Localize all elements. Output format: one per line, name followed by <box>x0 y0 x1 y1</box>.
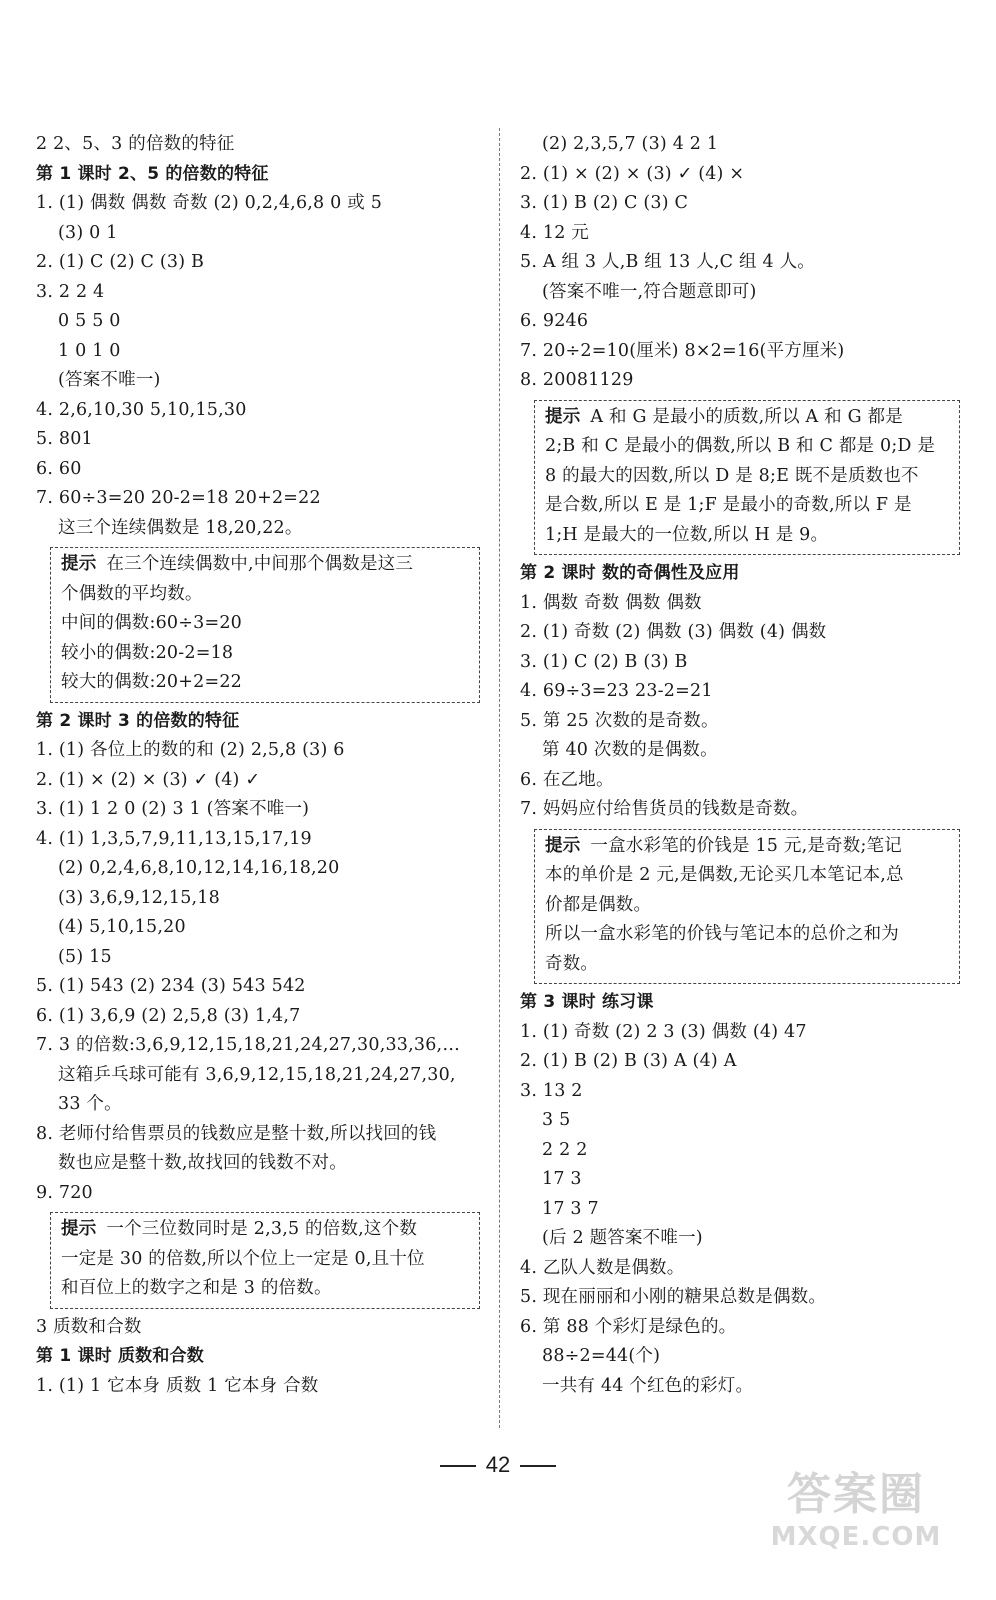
hint-text: 一盒水彩笔的价钱是 15 元,是奇数;笔记 <box>590 835 902 856</box>
answer-line: 2. (1) 奇数 (2) 偶数 (3) 偶数 (4) 偶数 <box>520 622 827 642</box>
hint-text: 所以一盒水彩笔的价钱与笔记本的总价之和为 <box>545 924 899 944</box>
answer-line: 5. (1) 543 (2) 234 (3) 543 542 <box>36 976 306 996</box>
right-column <box>520 130 960 1401</box>
answer-line: 7. 60÷3=20 20-2=18 20+2=22 <box>36 488 321 508</box>
hint-line <box>61 1245 469 1275</box>
hint-box <box>50 1212 480 1309</box>
hint-text: A 和 G 是最小的质数,所以 A 和 G 都是 <box>590 406 903 427</box>
answer-line-continued: 17 3 <box>542 1169 582 1189</box>
answer-line: 1. (1) 偶数 偶数 奇数 (2) 0,2,4,6,8 0 或 5 <box>36 193 383 213</box>
answer-line-continued: (2) 2,3,5,7 (3) 4 2 1 <box>542 134 719 154</box>
section-heading: 3 质数和合数 <box>36 1316 142 1337</box>
answer-line-continued: 这三个连续偶数是 18,20,22。 <box>58 517 303 538</box>
watermark-top: 答案圈 <box>787 1469 925 1520</box>
answer-line: 2. (1) B (2) B (3) A (4) A <box>520 1051 737 1071</box>
answer-line: 6. 9246 <box>520 311 589 331</box>
hint-box <box>534 829 960 985</box>
left-column <box>36 130 480 1401</box>
answer-line-continued: (4) 5,10,15,20 <box>58 917 186 937</box>
hint-text: 本的单价是 2 元,是偶数,无论买几本笔记本,总 <box>545 865 904 885</box>
answer-line: 6. (1) 3,6,9 (2) 2,5,8 (3) 1,4,7 <box>36 1005 301 1026</box>
answer-line: 7. 20÷2=10(厘米) 8×2=16(平方厘米) <box>520 340 845 361</box>
answer-line: 1. (1) 1 它本身 质数 1 它本身 合数 <box>36 1375 319 1396</box>
answer-line: 5. 第 25 次数的是奇数。 <box>520 710 719 731</box>
answer-line-continued: 0 5 5 0 <box>58 311 121 331</box>
hint-label: 提示 <box>61 1219 97 1239</box>
answer-line-continued: 第 40 次数的是偶数。 <box>542 740 718 760</box>
answer-line: 5. 801 <box>36 429 93 449</box>
answer-line: 3. 13 2 <box>520 1080 583 1101</box>
hint-line <box>61 580 469 610</box>
hint-text: 个偶数的平均数。 <box>61 583 203 604</box>
hint-line <box>545 950 949 980</box>
hint-line <box>545 861 949 891</box>
answer-line: 5. 现在丽丽和小刚的糖果总数是偶数。 <box>520 1287 827 1307</box>
hint-line <box>61 1274 469 1304</box>
answer-line: 6. 60 <box>36 458 82 479</box>
answer-line-continued: 17 3 7 <box>542 1198 599 1219</box>
hint-label: 提示 <box>545 406 581 427</box>
answer-line: 4. 2,6,10,30 5,10,15,30 <box>36 399 247 420</box>
answer-line: 1. (1) 各位上的数的和 (2) 2,5,8 (3) 6 <box>36 740 345 760</box>
answer-line-continued: 一共有 44 个红色的彩灯。 <box>542 1375 754 1396</box>
hint-text: 奇数。 <box>545 953 599 974</box>
answer-line: 6. 第 88 个彩灯是绿色的。 <box>520 1316 737 1337</box>
answer-line: 3. (1) 1 2 0 (2) 3 1 (答案不唯一) <box>36 799 310 819</box>
hint-line <box>545 832 949 862</box>
answer-line-continued: (答案不唯一) <box>58 370 161 390</box>
answer-line: 5. A 组 3 人,B 组 13 人,C 组 4 人。 <box>520 252 815 272</box>
answer-line-continued: 3 5 <box>542 1110 571 1130</box>
hint-box <box>50 547 480 703</box>
hint-label: 提示 <box>61 554 97 574</box>
hint-text: 较小的偶数:20-2=18 <box>61 642 234 663</box>
lesson-heading: 第 2 课时 3 的倍数的特征 <box>36 710 240 731</box>
hint-line <box>545 891 949 921</box>
column-divider <box>499 128 500 1428</box>
hint-line <box>545 491 949 521</box>
hint-text: 是合数,所以 E 是 1;F 是最小的奇数,所以 F 是 <box>545 495 912 515</box>
hint-line <box>545 521 949 551</box>
lesson-heading: 第 1 课时 2、5 的倍数的特征 <box>36 163 269 184</box>
answer-line: 8. 20081129 <box>520 370 634 390</box>
answer-line: 2. (1) C (2) C (3) B <box>36 252 205 272</box>
lesson-heading: 第 2 课时 数的奇偶性及应用 <box>520 563 740 583</box>
lesson-heading: 第 1 课时 质数和合数 <box>36 1346 204 1366</box>
answer-line-continued: 1 0 1 0 <box>58 340 121 361</box>
answer-line-continued: 2 2 2 <box>542 1139 588 1160</box>
answer-line-continued: (2) 0,2,4,6,8,10,12,14,16,18,20 <box>58 858 340 878</box>
hint-text: 1;H 是最大的一位数,所以 H 是 9。 <box>545 524 829 545</box>
answer-line: 2. (1) × (2) × (3) ✓ (4) ✓ <box>36 769 261 790</box>
hint-text: 价都是偶数。 <box>545 894 652 915</box>
answer-line: 4. 69÷3=23 23-2=21 <box>520 681 713 701</box>
hint-line <box>61 609 469 639</box>
answer-line-continued: (答案不唯一,符合题意即可) <box>542 281 757 302</box>
hint-text: 8 的最大的因数,所以 D 是 8;E 既不是质数也不 <box>545 465 919 486</box>
hint-label: 提示 <box>545 835 581 856</box>
answer-line: 4. 12 元 <box>520 222 589 243</box>
watermark-bottom: MXQE.COM <box>770 1522 942 1552</box>
page-number-text: 42 <box>485 1452 511 1477</box>
hint-text: 和百位上的数字之和是 3 的倍数。 <box>61 1278 332 1298</box>
hint-text: 较大的偶数:20+2=22 <box>61 672 242 692</box>
hint-line <box>61 639 469 669</box>
hint-box <box>534 400 960 556</box>
answer-line: 7. 3 的倍数:3,6,9,12,15,18,21,24,27,30,33,36,… <box>36 1035 461 1055</box>
answer-line: 1. 偶数 奇数 偶数 偶数 <box>520 592 702 613</box>
answer-line: 6. 在乙地。 <box>520 769 614 790</box>
answer-line-continued: 数也应是整十数,故找回的钱数不对。 <box>58 1153 347 1173</box>
hint-text: 2;B 和 C 是最小的偶数,所以 B 和 C 都是 0;D 是 <box>545 436 936 456</box>
section-heading: 2 2、5、3 的倍数的特征 <box>36 134 235 154</box>
hint-line <box>545 403 949 433</box>
answer-line: 7. 妈妈应付给售货员的钱数是奇数。 <box>520 799 809 819</box>
hint-line <box>545 920 949 950</box>
answer-line: 9. 720 <box>36 1182 93 1203</box>
answer-line: 3. (1) C (2) B (3) B <box>520 651 688 672</box>
answer-line: 2. (1) × (2) × (3) ✓ (4) × <box>520 163 745 184</box>
answer-line-continued: 这箱乒乓球可能有 3,6,9,12,15,18,21,24,27,30, <box>58 1064 456 1085</box>
hint-line <box>61 668 469 698</box>
hint-line <box>61 1215 469 1245</box>
watermark-logo <box>756 1458 956 1578</box>
hint-line <box>545 432 949 462</box>
answer-line-continued: (后 2 题答案不唯一) <box>542 1228 703 1248</box>
answer-line-continued: (5) 15 <box>58 946 112 967</box>
answer-line-continued: (3) 3,6,9,12,15,18 <box>58 887 220 908</box>
hint-line <box>545 462 949 492</box>
answer-line: 4. 乙队人数是偶数。 <box>520 1257 685 1278</box>
answer-line-continued: 88÷2=44(个) <box>542 1346 661 1366</box>
answer-line: 3. (1) B (2) C (3) C <box>520 193 689 213</box>
lesson-heading: 第 3 课时 练习课 <box>520 992 654 1012</box>
hint-line <box>61 550 469 580</box>
answer-line: 8. 老师付给售票员的钱数应是整十数,所以找回的钱 <box>36 1123 437 1144</box>
hint-text: 在三个连续偶数中,中间那个偶数是这三 <box>106 554 414 574</box>
hint-text: 一个三位数同时是 2,3,5 的倍数,这个数 <box>106 1219 418 1239</box>
answer-line: 1. (1) 奇数 (2) 2 3 (3) 偶数 (4) 47 <box>520 1021 807 1042</box>
answer-line-continued: 33 个。 <box>58 1094 122 1114</box>
answer-line: 4. (1) 1,3,5,7,9,11,13,15,17,19 <box>36 828 312 849</box>
hint-text: 中间的偶数:60÷3=20 <box>61 613 242 633</box>
answer-line-continued: (3) 0 1 <box>58 222 118 243</box>
hint-text: 一定是 30 的倍数,所以个位上一定是 0,且十位 <box>61 1248 425 1269</box>
answer-line: 3. 2 2 4 <box>36 281 105 302</box>
